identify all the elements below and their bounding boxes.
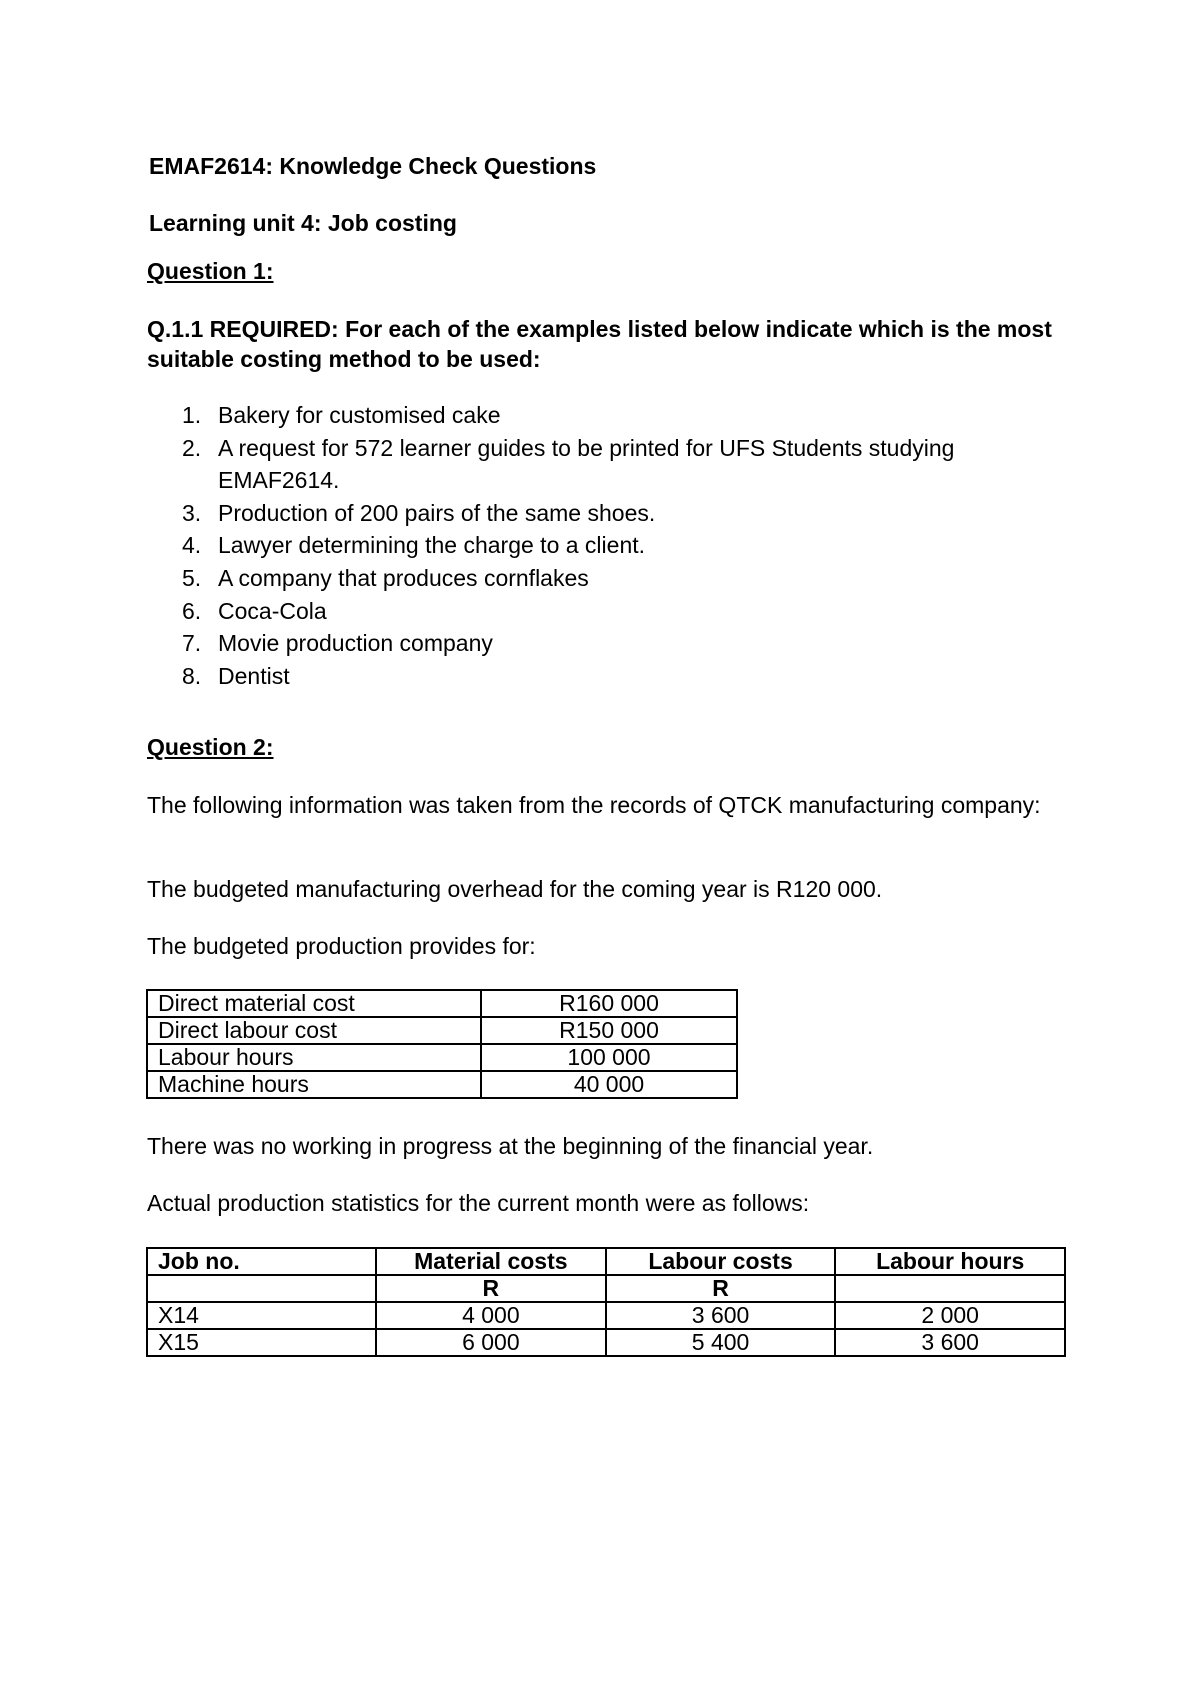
table-cell: R160 000 bbox=[481, 990, 737, 1017]
budget-intro: The budgeted production provides for: bbox=[147, 933, 536, 959]
question-2-heading: Question 2: bbox=[147, 734, 274, 760]
table-cell: X14 bbox=[147, 1302, 376, 1329]
column-header: Material costs bbox=[376, 1248, 606, 1275]
table-units-row bbox=[147, 1275, 1065, 1302]
table-cell: Direct labour cost bbox=[147, 1017, 481, 1044]
table-cell: Machine hours bbox=[147, 1071, 481, 1098]
table-row bbox=[147, 990, 737, 1017]
table-row bbox=[147, 1302, 1065, 1329]
unit-cell bbox=[835, 1275, 1065, 1302]
table-cell: 2 000 bbox=[835, 1302, 1065, 1329]
question-1-heading: Question 1: bbox=[147, 258, 274, 284]
table-cell: 40 000 bbox=[481, 1071, 737, 1098]
table-cell: Direct material cost bbox=[147, 990, 481, 1017]
list-item: 4. Lawyer determining the charge to a client. bbox=[182, 532, 646, 559]
table-cell: 6 000 bbox=[376, 1329, 606, 1356]
list-item: 7. Movie production company bbox=[182, 630, 493, 657]
table-row bbox=[147, 1044, 737, 1071]
table-cell: Labour hours bbox=[147, 1044, 481, 1071]
unit-cell bbox=[147, 1275, 376, 1302]
column-header: Labour hours bbox=[835, 1248, 1065, 1275]
list-item: 2. A request for 572 learner guides to be printed for UFS Students studying EMAF2614. bbox=[182, 434, 955, 494]
table-cell: 100 000 bbox=[481, 1044, 737, 1071]
list-item: 8. Dentist bbox=[182, 662, 290, 689]
table-row bbox=[147, 1329, 1065, 1356]
table-cell: 5 400 bbox=[606, 1329, 836, 1356]
overhead-statement: The budgeted manufacturing overhead for the coming year is R120 000. bbox=[147, 876, 883, 902]
actual-intro: Actual production statistics for the current month were as follows: bbox=[147, 1190, 810, 1216]
wip-note: There was no working in progress at the beginning of the financial year. bbox=[147, 1133, 874, 1159]
unit-heading: Learning unit 4: Job costing bbox=[149, 210, 457, 236]
budget-table bbox=[146, 989, 738, 1099]
table-cell: R150 000 bbox=[481, 1017, 737, 1044]
table-cell: 4 000 bbox=[376, 1302, 606, 1329]
table-row bbox=[147, 1017, 737, 1044]
list-item: 5. A company that produces cornflakes bbox=[182, 564, 589, 591]
unit-cell: R bbox=[376, 1275, 606, 1302]
question-1-list bbox=[182, 399, 1018, 692]
list-item: 6. Coca-Cola bbox=[182, 597, 327, 624]
question-1-required: Q.1.1 REQUIRED: For each of the examples listed below indicate which is the most suitable costing method to be used: bbox=[147, 316, 1052, 372]
table-cell: X15 bbox=[147, 1329, 376, 1356]
column-header: Job no. bbox=[147, 1248, 376, 1275]
unit-cell: R bbox=[606, 1275, 836, 1302]
table-cell: 3 600 bbox=[606, 1302, 836, 1329]
table-cell: 3 600 bbox=[835, 1329, 1065, 1356]
table-row bbox=[147, 1071, 737, 1098]
table-header-row bbox=[147, 1248, 1065, 1275]
document-title: EMAF2614: Knowledge Check Questions bbox=[149, 153, 597, 179]
list-item: 3. Production of 200 pairs of the same shoes. bbox=[182, 499, 656, 526]
column-header: Labour costs bbox=[606, 1248, 836, 1275]
list-item: 1. Bakery for customised cake bbox=[182, 402, 501, 428]
actual-production-table bbox=[146, 1247, 1066, 1357]
question-2-intro: The following information was taken from the records of QTCK manufacturing company: bbox=[147, 792, 1041, 818]
